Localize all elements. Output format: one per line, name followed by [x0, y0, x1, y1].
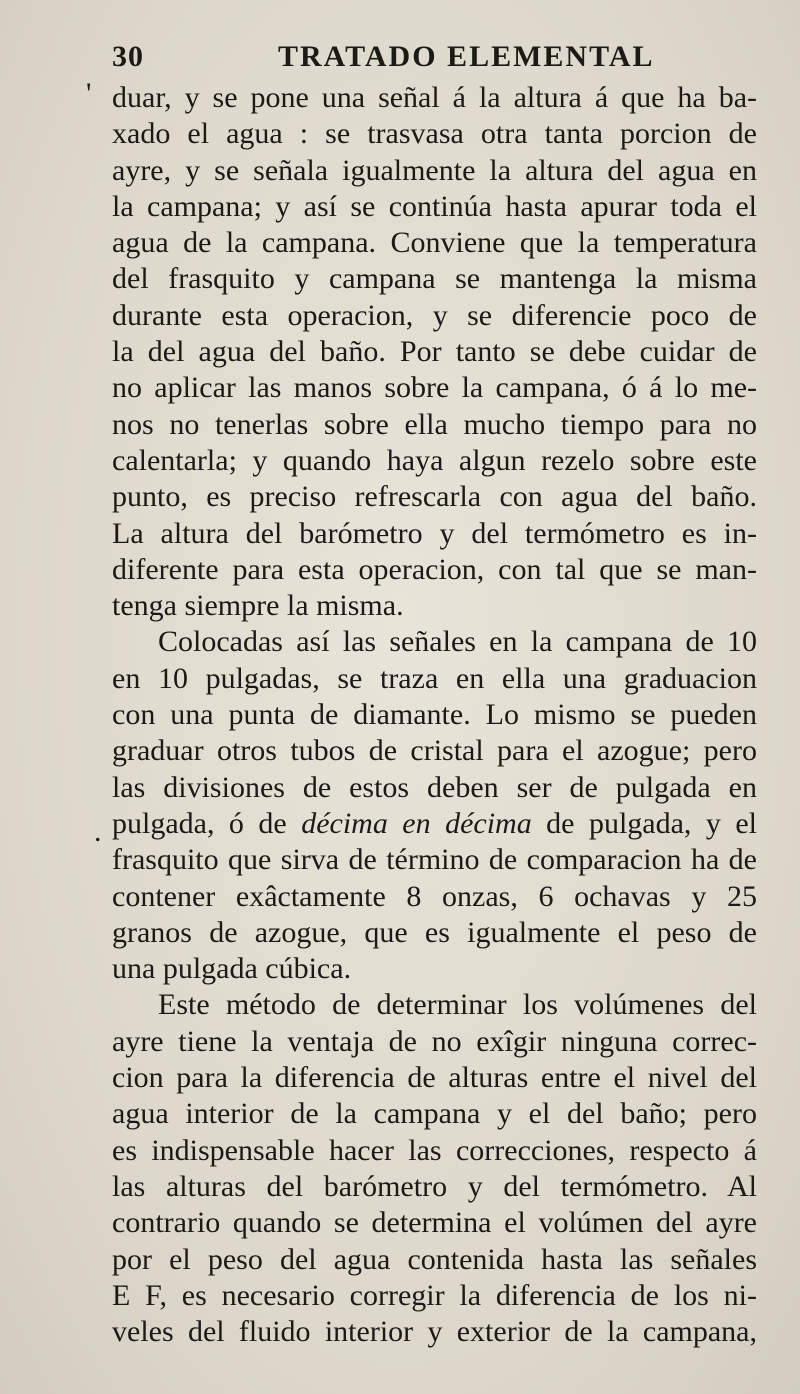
text-line: contrario quando se determina el volúmen del ayre: [112, 1206, 757, 1240]
text-line: es indispensable hacer las correcciones, respecto á: [112, 1133, 757, 1167]
text-line: [112, 806, 757, 842]
text-line: agua interior de la campana y el del baño; pero: [112, 1097, 757, 1131]
text-line: Este método de determinar los volúmenes del: [158, 988, 757, 1022]
text-line: diferente para esta operacion, con tal que se man-: [112, 552, 757, 586]
text-line: con una punta de diamante. Lo mismo se pueden: [112, 698, 757, 732]
text-line: una pulgada cúbica.: [112, 952, 352, 986]
italic-phrase: décima en décima: [301, 806, 532, 840]
margin-dot-mark: .: [94, 815, 102, 848]
running-head: TRATADO ELEMENTAL: [278, 40, 655, 73]
text-line: durante esta operacion, y se diferencie poco de: [112, 298, 757, 332]
text-line: E F, es necesario corregir la diferencia de los ni-: [112, 1278, 757, 1312]
text-line: punto, es preciso refrescarla con agua del baño.: [112, 480, 757, 514]
text-line: ayre tiene la ventaja de no exîgir ninguna correc-: [112, 1024, 757, 1058]
text-line: las divisiones de estos deben ser de pulgada en: [112, 770, 757, 804]
text-line: la campana; y así se continúa hasta apurar toda el: [112, 189, 757, 223]
text-line: ayre, y se señala igualmente la altura del agua en: [112, 153, 757, 187]
text-line: cion para la diferencia de alturas entre el nivel del: [112, 1061, 757, 1095]
text-line: graduar otros tubos de cristal para el azogue; pero: [112, 734, 757, 768]
text-line: duar, y se pone una señal á la altura á que ha ba-: [112, 81, 757, 114]
page-number: 30: [112, 40, 144, 73]
text-line: calentarla; y quando haya algun rezelo sobre este: [112, 443, 757, 477]
line-segment: de pulgada, y el: [531, 806, 758, 840]
text-line: Colocadas así las señales en la campana de 10: [158, 625, 757, 659]
text-line: frasquito que sirva de término de comparacion ha de: [112, 843, 757, 877]
text-line: La altura del barómetro y del termómetro es in-: [112, 516, 757, 550]
text-line: contener exâctamente 8 onzas, 6 ochavas y 25: [112, 879, 757, 913]
text-line: del frasquito y campana se mantenga la misma: [112, 262, 757, 296]
text-line: granos de azogue, que es igualmente el peso de: [112, 915, 757, 949]
text-line: las alturas del barómetro y del termómetro. Al: [112, 1169, 757, 1203]
text-line: xado el agua : se trasvasa otra tanta porcion de: [112, 117, 757, 151]
text-line: en 10 pulgadas, se traza en ella una graduacion: [112, 661, 757, 695]
text-line: por el peso del agua contenida hasta las señales: [112, 1242, 757, 1276]
margin-tick-mark: ': [86, 77, 92, 110]
text-line: la del agua del baño. Por tanto se debe cuidar de: [112, 335, 757, 369]
body-text: [112, 80, 757, 1350]
line-segment: pulgada, ó de: [112, 806, 302, 840]
text-line: no aplicar las manos sobre la campana, ó á lo me-: [112, 371, 757, 405]
page-header: [112, 40, 752, 80]
text-line: veles del fluido interior y exterior de la campana,: [112, 1315, 757, 1349]
text-line: agua de la campana. Conviene que la temperatura: [112, 226, 757, 260]
text-line: nos no tenerlas sobre ella mucho tiempo para no: [112, 407, 757, 441]
text-line: tenga siempre la misma.: [112, 589, 404, 623]
